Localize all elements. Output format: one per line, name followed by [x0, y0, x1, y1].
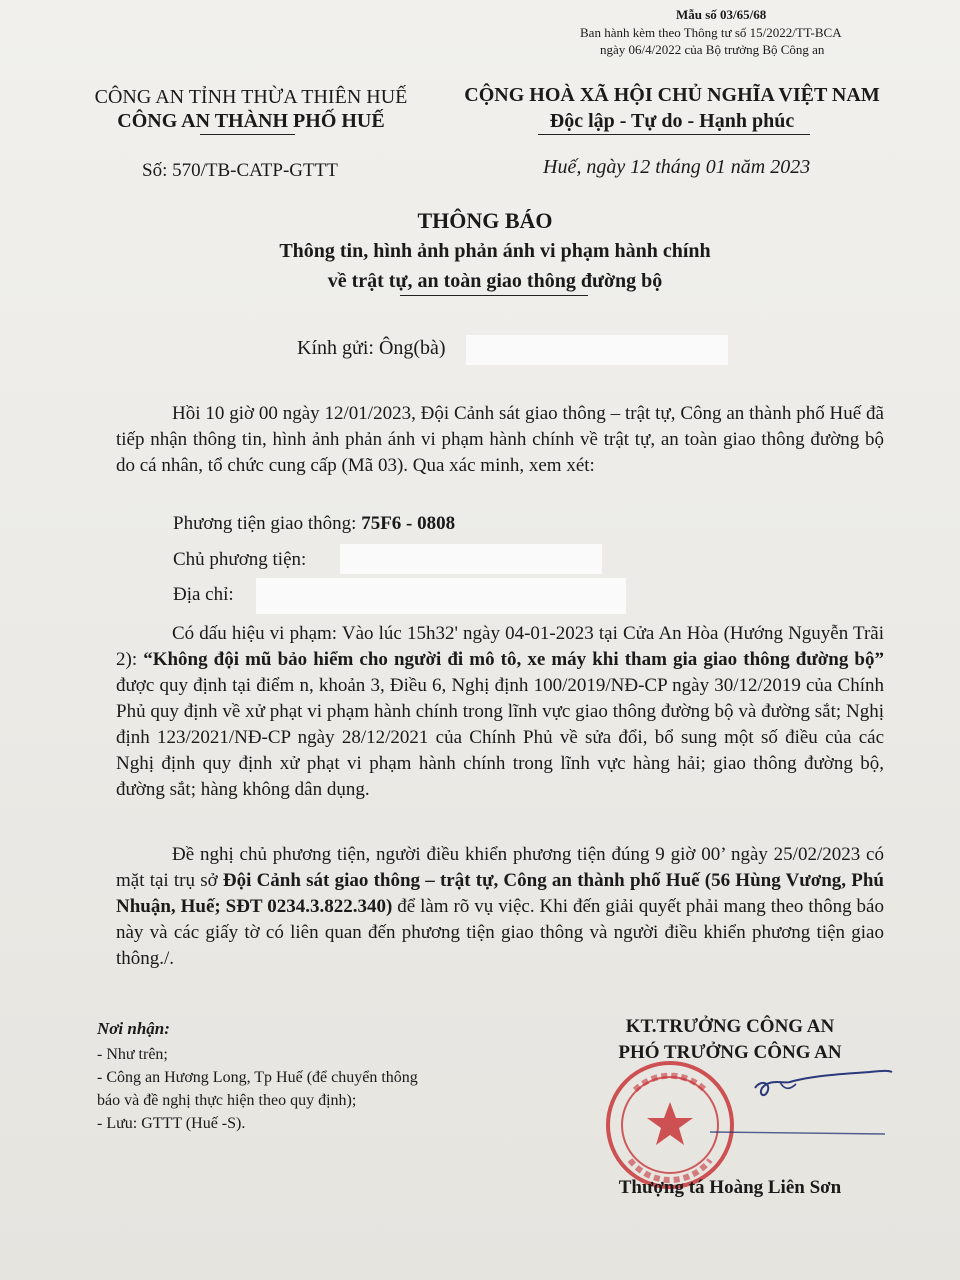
recipients-line-1: - Như trên;	[97, 1046, 168, 1063]
intro-paragraph: Hồi 10 giờ 00 ngày 12/01/2023, Đội Cảnh sát giao thông – trật tự, Công an thành phố Huế đã tiếp nhận thông tin, hình ảnh phản ánh vi phạm hành chính về trật tự, an toàn giao thông đường bộ do cá nhân, tổ chức cung cấp (Mã 03). Qua xác minh, xem xét:	[116, 403, 884, 476]
document-number: Số: 570/TB-CATP-GTTT	[142, 160, 338, 181]
vehicle-label: Phương tiện giao thông:	[173, 513, 357, 534]
title-underline	[400, 295, 588, 296]
nation-name: CỘNG HOÀ XÃ HỘI CHỦ NGHĨA VIỆT NAM	[464, 84, 880, 106]
request-text-1: Đề nghị chủ phương tiện, người điều khiển phương tiện đúng 9 giờ 00’ ngày 25/02/2023 có mặt tại trụ sở	[116, 844, 884, 891]
request-paragraph	[116, 842, 884, 972]
agency-underline	[200, 134, 295, 135]
address-label: Địa chỉ:	[173, 584, 234, 605]
signature-title-2: PHÓ TRƯỞNG CÔNG AN	[618, 1042, 842, 1063]
recipients-label: Nơi nhận:	[97, 1019, 170, 1038]
owner-label: Chủ phương tiện:	[173, 549, 307, 570]
violation-bold: “Không đội mũ bảo hiểm cho người đi mô tô, xe máy khi tham gia giao thông đường bộ”	[143, 649, 884, 670]
agency-parent: CÔNG AN TỈNH THỪA THIÊN HUẾ	[94, 86, 408, 108]
recipient-name-redaction	[466, 335, 728, 365]
recipients-line-4: - Lưu: GTTT (Huế -S).	[97, 1115, 246, 1132]
agency-name: CÔNG AN THÀNH PHỐ HUẾ	[117, 110, 385, 132]
form-code-circular: Ban hành kèm theo Thông tư số 15/2022/TT-BCA	[580, 25, 842, 40]
address-redaction	[256, 578, 626, 614]
motto-underline	[538, 134, 810, 135]
document-title: THÔNG BÁO	[417, 208, 553, 233]
recipients-line-3: báo và đề nghị thực hiện theo quy định);	[97, 1092, 357, 1109]
signature-title-1: KT.TRƯỞNG CÔNG AN	[625, 1016, 835, 1037]
request-text-2: để làm rõ vụ việc. Khi đến giải quyết phải mang theo thông báo này và các giấy tờ có liên quan đến phương tiện giao thông và người điều khiển phương tiện giao thông./.	[116, 896, 884, 969]
nation-motto: Độc lập - Tự do - Hạnh phúc	[549, 110, 795, 132]
document-subtitle-1: Thông tin, hình ảnh phản ánh vi phạm hành chính	[279, 240, 711, 262]
owner-name-redaction	[340, 544, 602, 574]
form-code-date: ngày 06/4/2022 của Bộ trưởng Bộ Công an	[600, 42, 825, 57]
request-bold: Đội Cảnh sát giao thông – trật tự, Công an thành phố Huế (56 Hùng Vương, Phú Nhuận, Huế; SĐT 0234.3.822.340)	[116, 870, 884, 917]
place-date: Huế, ngày 12 tháng 01 năm 2023	[543, 156, 811, 178]
vehicle-plate: 75F6 - 0808	[361, 513, 456, 534]
form-code-number: Mẫu số 03/65/68	[676, 7, 767, 22]
violation-text-2: được quy định tại điểm n, khoản 3, Điều 6, Nghị định 100/2019/NĐ-CP ngày 30/12/2019 của Chính Phủ quy định về xử phạt vi phạm hành chính trong lĩnh vực giao thông đường bộ và đường sắt; Nghị định 123/2021/NĐ-CP ngày 28/12/2021 của Chính Phủ về sửa đổi, bổ sung một số điều của các Nghị định quy định xử phạt vi phạm hành chính trong lĩnh vực hàng hải; giao thông đường bộ, đường sắt; hàng không dân dụng.	[116, 675, 884, 800]
violation-text-1: Có dấu hiệu vi phạm: Vào lúc 15h32' ngày 04-01-2023 tại Cửa An Hòa (Hướng Nguyễn Trãi 2):	[116, 623, 884, 670]
document-subtitle-2: về trật tự, an toàn giao thông đường bộ	[327, 270, 663, 292]
vehicle-info	[173, 513, 455, 535]
recipients-line-2: - Công an Hương Long, Tp Huế (để chuyển thông	[97, 1069, 418, 1086]
recipient-label: Kính gửi: Ông(bà)	[297, 337, 446, 359]
signer-name: Thượng tá Hoàng Liên Sơn	[618, 1177, 842, 1198]
handwritten-signature	[700, 1060, 900, 1150]
violation-paragraph	[116, 621, 884, 803]
